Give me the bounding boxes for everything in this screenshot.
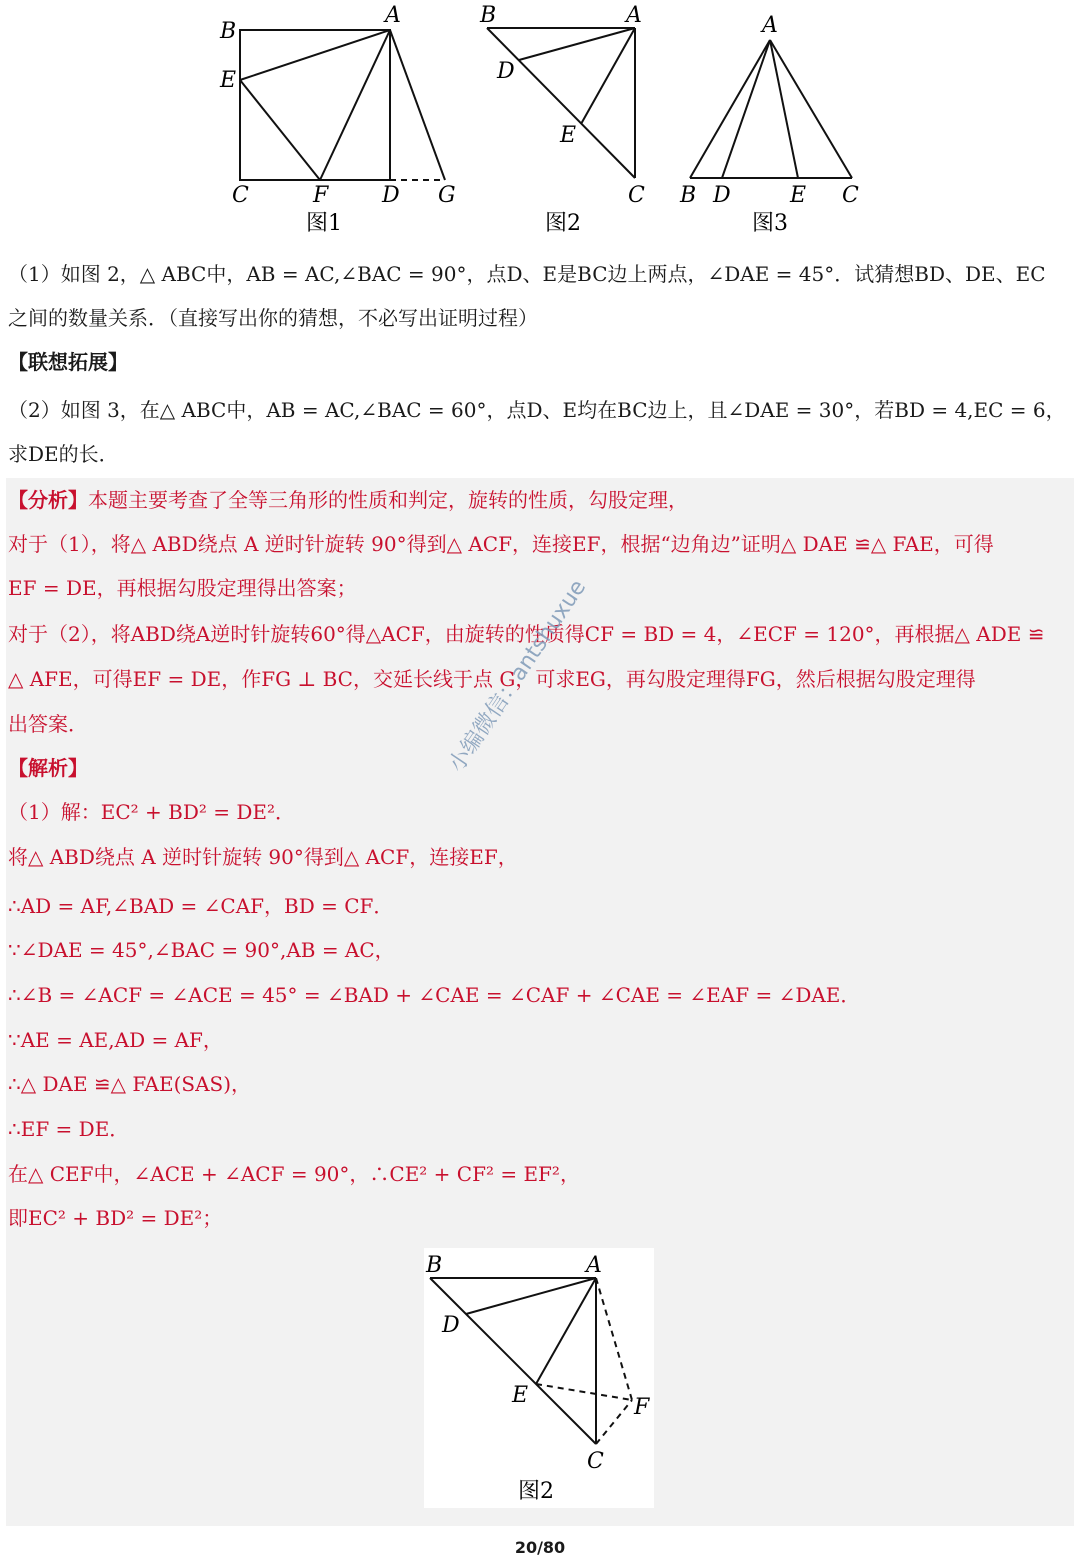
sol-fig-caption: 图2 (518, 1479, 554, 1504)
analysis-line: 对于（1），将△ ABD绕点 A 逆时针旋转 90°得到△ ACF，连接EF，根据“边角边”证明△ DAE ≌△ FAE，可得 (8, 532, 994, 556)
solution-line: ∴∠B = ∠ACF = ∠ACE = 45° = ∠BAD + ∠CAE = ∠CAF + ∠CAE = ∠EAF = ∠DAE． (8, 983, 861, 1007)
fig1-square (240, 30, 390, 180)
fig2-label-a: A (626, 3, 642, 28)
question-2-line-2: 求DE的长． (8, 442, 119, 466)
problem-figures (0, 0, 1080, 240)
sol-fig-label-a: A (586, 1253, 602, 1278)
question-1-line-1: （1）如图 2，△ ABC中，AB = AC,∠BAC = 90°，点D、E是BC边上两点，∠DAE = 45°．试猜想BD、DE、EC (8, 262, 1046, 286)
solution-line: ∵∠DAE = 45°,∠BAC = 90°,AB = AC， (8, 938, 395, 962)
fig3-label-d: D (713, 183, 731, 208)
fig1-label-a: A (385, 3, 401, 28)
fig2-caption: 图2 (545, 211, 581, 236)
fig1-segment-ea (240, 30, 390, 80)
solution-line: ∴△ DAE ≌△ FAE(SAS)， (8, 1072, 252, 1096)
watermark: 小编微信：antshuxue (444, 575, 592, 777)
sol-fig-label-c: C (587, 1449, 604, 1474)
solution-line: ∵AE = AE,AD = AF， (8, 1028, 223, 1052)
sol-fig-label-f: F (634, 1395, 650, 1420)
fig2-label-d: D (497, 59, 515, 84)
fig2-label-c: C (628, 183, 645, 208)
solution-figure (424, 1248, 654, 1508)
solution-line: 将△ ABD绕点 A 逆时针旋转 90°得到△ ACF，连接EF， (8, 845, 518, 869)
analysis-line: △ AFE，可得EF = DE，作FG ⊥ BC，交延长线于点 G，可求EG，再勾股定理得FG，然后根据勾股定理得 (8, 667, 976, 691)
fig1-segment-ag (390, 30, 445, 180)
fig1-label-g: G (438, 183, 456, 208)
question-2-line-1: （2）如图 3，在△ ABC中，AB = AC,∠BAC = 60°，点D、E均在BC边上，且∠DAE = 30°，若BD = 4,EC = 6， (8, 398, 1066, 422)
figure-1 (240, 30, 445, 180)
solution-tag: 【解析】 (8, 756, 88, 780)
question-1-line-2: 之间的数量关系．（直接写出你的猜想，不必写出证明过程） (8, 306, 538, 330)
analysis-intro: 本题主要考查了全等三角形的性质和判定，旋转的性质，勾股定理， (88, 488, 688, 512)
figure-3 (690, 40, 852, 178)
solution-line: 即EC² + BD² = DE²； (8, 1206, 223, 1230)
fig1-segment-ef (240, 80, 320, 180)
fig3-label-e: E (790, 183, 807, 208)
fig2-label-e: E (560, 123, 577, 148)
fig1-label-f: F (313, 183, 329, 208)
analysis-line: 出答案． (8, 712, 88, 736)
section-heading: 【联想拓展】 (8, 350, 128, 374)
analysis-line: 对于（2），将ABD绕A逆时针旋转60°得△ACF，由旋转的性质得CF = BD = 4，∠ECF = 120°，再根据△ ADE ≌ (8, 622, 1045, 646)
fig1-segment-fa (320, 30, 390, 180)
figure-2 (487, 28, 635, 178)
solution-line: ∴EF = DE． (8, 1117, 130, 1141)
fig3-label-c: C (842, 183, 859, 208)
fig1-label-b: B (220, 19, 237, 44)
fig1-label-e: E (220, 68, 237, 93)
analysis-intro-line (8, 478, 688, 522)
fig2-label-b: B (480, 3, 497, 28)
sol-fig-label-d: D (442, 1313, 460, 1338)
analysis-line: EF = DE，再根据勾股定理得出答案； (8, 576, 357, 600)
sol-fig-label-b: B (426, 1253, 443, 1278)
fig1-caption: 图1 (306, 211, 342, 236)
fig1-label-c: C (232, 183, 249, 208)
sol-fig-label-e: E (512, 1383, 529, 1408)
solution-line: ∴AD = AF,∠BAD = ∠CAF，BD = CF． (8, 894, 394, 918)
fig1-label-d: D (382, 183, 400, 208)
solution-line: 在△ CEF中，∠ACE + ∠ACF = 90°，∴CE² + CF² = EF²， (8, 1162, 580, 1186)
fig3-label-a: A (762, 13, 778, 38)
solution-line: （1）解：EC² + BD² = DE²． (8, 800, 295, 824)
fig3-caption: 图3 (752, 211, 788, 236)
analysis-tag: 【分析】 (8, 488, 88, 512)
fig3-label-b: B (680, 183, 697, 208)
page-number: 20/80 (514, 1538, 566, 1557)
